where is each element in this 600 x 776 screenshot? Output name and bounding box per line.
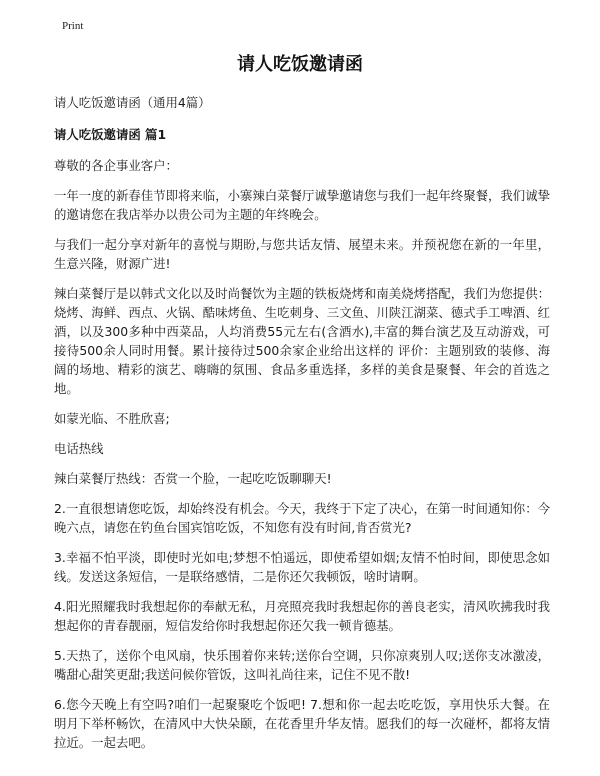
paragraph: 电话热线 (54, 441, 104, 456)
print-link[interactable]: Print (62, 20, 84, 32)
document-body (54, 93, 550, 763)
paragraph: 辣白菜餐厅是以韩式文化以及时尚餐饮为主题的铁板烧烤和南美烧烤搭配，我们为您提供：烧烤、海鲜、西点、火锅、酷味烤鱼、生吃刺身、三文鱼、川陕江湖菜、德式手工啤酒、红酒，以及300多种中西菜品，人均消费55元左右(含酒水),丰富的舞台演艺及互动游戏，可接待500余人同时用餐。累计接待过500余家企业给出这样的 评价：主题别致的装修、海阔的场地、精彩的演艺、嗨嗨的氛围、食品多重选择，多样的美食是聚餐、年会的首选之地。 (54, 286, 550, 396)
page-title: 请人吃饭邀请函 (237, 54, 363, 75)
paragraph: 如蒙光临、不胜欣喜; (54, 411, 170, 426)
paragraph: 辣白菜餐厅热线：否赏一个脸，一起吃吃饭聊聊天! (54, 471, 332, 486)
paragraph: 一年一度的新春佳节即将来临，小寨辣白菜餐厅诚挚邀请您与我们一起年终聚餐，我们诚挚的邀请您在我店举办以贵公司为主题的年终晚会。 (54, 188, 550, 222)
section-heading: 请人吃饭邀请函 篇1 (54, 127, 167, 142)
salutation: 尊敬的各企事业客户： (54, 158, 178, 173)
paragraph: 4.阳光照耀我时我想起你的奉献无私，月亮照亮我时我想起你的善良老实，清风吹拂我时我想起你的青春靓丽，短信发给你时我想起你还欠我一顿肯德基。 (54, 599, 550, 633)
paragraph: 3.幸福不怕平淡，即使时光如电;梦想不怕遥远，即使希望如烟;友情不怕时间，即使思念如线。发送这条短信，一是联络感情，二是你还欠我顿饭，啥时请啊。 (54, 550, 550, 584)
document-subtitle: 请人吃饭邀请函（通用4篇） (54, 95, 211, 110)
paragraph: 与我们一起分享对新年的喜悦与期盼,与您共话友情、展望未来。并预祝您在新的一年里，生意兴隆，财源广进! (54, 237, 550, 271)
paragraph: 5.天热了，送你个电风扇，快乐围着你来转;送你台空调，只你凉爽别人叹;送你支冰激凌，嘴甜心甜笑更甜;我送问候你管饭，这叫礼尚往来，记住不见不散! (54, 648, 550, 682)
paragraph: 2.一直很想请您吃饭，却始终没有机会。今天，我终于下定了决心，在第一时间通知你：今晚六点，请您在钓鱼台国宾馆吃饭，不知您有没有时间,肯否赏光? (54, 501, 550, 535)
paragraph: 6.您今天晚上有空吗?咱们一起聚聚吃个饭吧! 7.想和你一起去吃吃饭，享用快乐大餐。在明月下举杯畅饮，在清风中大快朵颐，在花香里升华友情。愿我们的每一次碰杯，都将友情拉近。一起去吧。 (54, 697, 550, 750)
